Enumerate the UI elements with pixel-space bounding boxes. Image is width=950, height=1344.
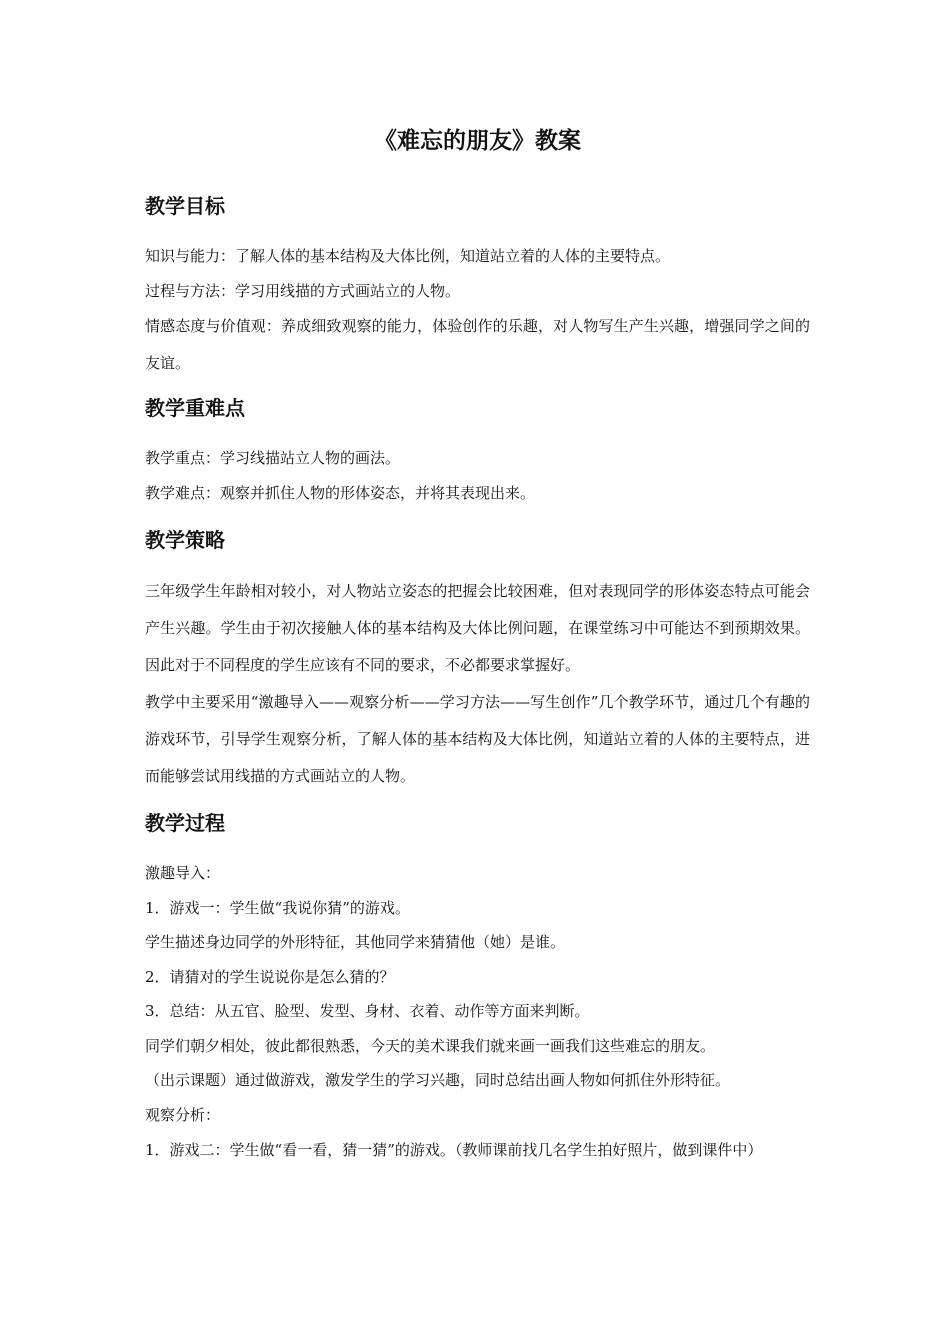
paragraph: 知识与能力：了解人体的基本结构及大体比例，知道站立着的人体的主要特点。 — [145, 247, 671, 265]
paragraph: 观察分析： — [145, 1105, 221, 1124]
document-title: 《难忘的朋友》教案 — [374, 128, 581, 154]
section-heading: 教学重难点 — [145, 396, 245, 420]
paragraph: 1．游戏一：学生做“我说你猜”的游戏。 — [145, 898, 410, 917]
paragraph: 情感态度与价值观：养成细致观察的能力，体验创作的乐趣，对人物写生产生兴趣，增强同学之间的友谊。 — [145, 317, 810, 372]
section-body — [145, 441, 810, 510]
section-teaching-process — [145, 808, 810, 1169]
section-body — [145, 239, 810, 382]
section-body — [145, 573, 810, 795]
paragraph: 激趣导入： — [145, 864, 221, 882]
paragraph: 2．请猜对的学生说说你是怎么猜的？ — [145, 967, 395, 986]
paragraph: 1．游戏二：学生做“看一看，猜一猜”的游戏。（教师课前找几名学生拍好照片，做到课件中） — [145, 1141, 763, 1159]
paragraph: 三年级学生年龄相对较小，对人物站立姿态的把握会比较困难，但对表现同学的形体姿态特点可能会产生兴趣。学生由于初次接触人体的基本结构及大体比例问题，在课堂练习中可能达不到预期效果。因此对于不同程度的学生应该有不同的要求，不必都要求掌握好。 — [145, 582, 810, 674]
section-body — [145, 856, 810, 1169]
paragraph: 教学中主要采用“激趣导入——观察分析——学习方法——写生创作”几个教学环节，通过几个有趣的游戏环节，引导学生观察分析，了解人体的基本结构及大体比例，知道站立着的人体的主要特点，进而能够尝试用线描的方式画站立的人物。 — [145, 693, 810, 785]
section-key-difficulties — [145, 393, 810, 510]
paragraph: （出示课题）通过做游戏，激发学生的学习兴趣，同时总结出画人物如何抓住外形特征。 — [145, 1071, 731, 1089]
section-heading: 教学过程 — [145, 811, 225, 835]
paragraph: 3．总结：从五官、脸型、发型、身材、衣着、动作等方面来判断。 — [145, 1002, 590, 1020]
paragraph: 学生描述身边同学的外形特征，其他同学来猜猜他（她）是谁。 — [145, 933, 566, 951]
section-heading: 教学目标 — [145, 194, 225, 218]
paragraph: 教学难点：观察并抓住人物的形体姿态，并将其表现出来。 — [145, 483, 536, 502]
section-teaching-goals — [145, 191, 810, 382]
paragraph: 教学重点：学习线描站立人物的画法。 — [145, 449, 401, 467]
section-teaching-strategy — [145, 525, 810, 795]
section-heading: 教学策略 — [145, 528, 225, 552]
paragraph: 同学们朝夕相处，彼此都很熟悉，今天的美术课我们就来画一画我们这些难忘的朋友。 — [145, 1036, 716, 1055]
paragraph: 过程与方法：学习用线描的方式画站立的人物。 — [145, 281, 461, 300]
